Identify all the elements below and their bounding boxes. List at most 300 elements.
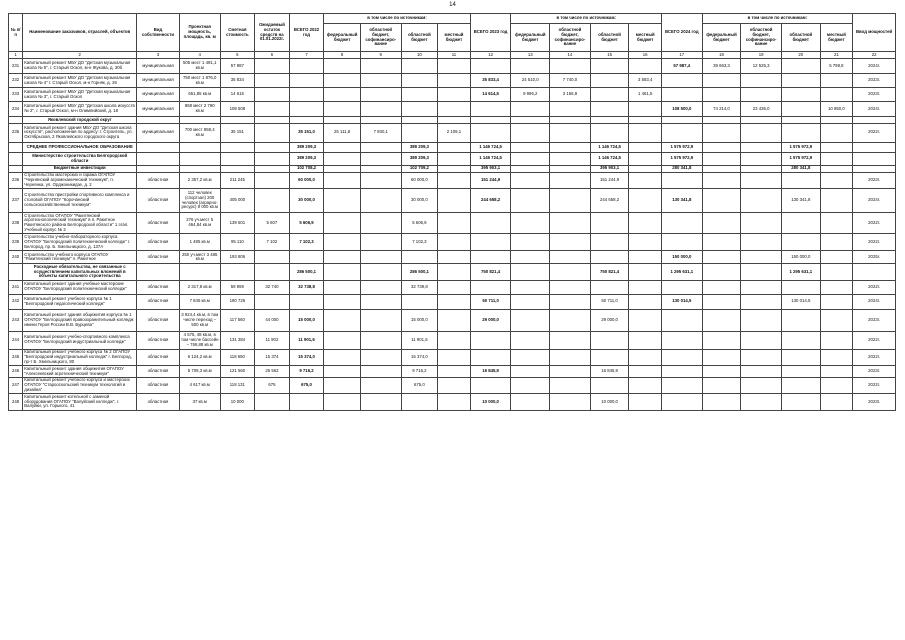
federal-2023: 24 510,0 [511, 74, 550, 88]
local-2024 [820, 172, 853, 188]
estimated-cost: 118 650 [220, 349, 255, 365]
commissioning-year: 2023г. [853, 309, 896, 331]
commissioning-year: 2022г. [853, 331, 896, 349]
total-2022 [289, 251, 324, 264]
cofinancing-2022 [360, 280, 401, 294]
capacity: 37 кв.м [179, 394, 220, 410]
cofinancing-2024 [741, 234, 782, 251]
cofinancing-2023 [550, 331, 591, 349]
commissioning-year: 2022г. [853, 349, 896, 365]
total-2023 [470, 102, 511, 117]
total-2024 [661, 309, 702, 331]
local-2023 [629, 309, 662, 331]
local-2022 [438, 251, 471, 264]
total-2023: 1 146 724,5 [470, 152, 511, 165]
local-2024 [820, 251, 853, 264]
regional-2022 [401, 88, 438, 102]
header-cof-2023: областной бюджет, софинансиро-вание [550, 24, 591, 52]
federal-2023 [511, 294, 550, 309]
local-2023 [629, 234, 662, 251]
cofinancing-2022 [360, 366, 401, 378]
federal-2023 [511, 213, 550, 234]
local-2024 [820, 117, 853, 124]
federal-2024 [702, 213, 741, 234]
federal-2024 [702, 123, 741, 142]
ownership [137, 142, 180, 152]
estimated-cost [220, 165, 255, 172]
header-ownership: Вид собственности [137, 14, 180, 52]
federal-2022: 25 111,8 [324, 123, 361, 142]
capacity [179, 142, 220, 152]
federal-2022 [324, 280, 361, 294]
column-number: 18 [702, 52, 741, 59]
estimated-cost: 211 245 [220, 172, 255, 188]
total-2022: 7 102,3 [289, 234, 324, 251]
federal-2024 [702, 264, 741, 280]
header-total-2024: ВСЕГО 2024 год [661, 14, 702, 52]
cofinancing-2024 [741, 394, 782, 410]
federal-2024 [702, 309, 741, 331]
regional-2022: 675,0 [401, 377, 438, 393]
commissioning-year: 2024г. [853, 189, 896, 213]
regional-2024 [781, 366, 820, 378]
row-number: 243 [9, 309, 23, 331]
row-number: 245 [9, 349, 23, 365]
cofinancing-2023 [550, 234, 591, 251]
ownership: муниципальная [137, 102, 180, 117]
estimated-cost: 59 959 [220, 280, 255, 294]
cofinancing-2022 [360, 309, 401, 331]
local-2023 [629, 59, 662, 74]
expected-remainder: 7 102 [255, 234, 290, 251]
regional-2023 [590, 331, 629, 349]
row-number: 233 [9, 88, 23, 102]
federal-2024 [702, 152, 741, 165]
federal-2023 [511, 377, 550, 393]
estimated-cost: 121 560 [220, 366, 255, 378]
object-name: Капитальный ремонт учебного корпуса № 1 "Белгородский педагогический колледж" [23, 294, 137, 309]
local-2023 [629, 394, 662, 410]
estimated-cost: 14 615 [220, 88, 255, 102]
regional-2022: 5 606,9 [401, 213, 438, 234]
header-loc-2022: местный бюджет [438, 24, 471, 52]
expected-remainder: 44 000 [255, 309, 290, 331]
cofinancing-2022 [360, 142, 401, 152]
column-number: 12 [470, 52, 511, 59]
expected-remainder [255, 74, 290, 88]
local-2024 [820, 74, 853, 88]
row-number: 238 [9, 213, 23, 234]
total-2024 [661, 377, 702, 393]
header-commissioning: Ввод мощностей [853, 14, 896, 52]
table-row [9, 331, 896, 349]
cofinancing-2022 [360, 117, 401, 124]
column-number: 14 [550, 52, 591, 59]
object-name: Капитальный ремонт учебного корпуса и мастерских ОГАПОУ "Старооскольский техникум технологий и дизайна" [23, 377, 137, 393]
total-2023 [470, 123, 511, 142]
total-2022: 5 606,9 [289, 213, 324, 234]
total-2023: 10 000,0 [470, 394, 511, 410]
object-name: Строительство учебного корпуса ОГАПОУ "Ракитянский техникум" п. Ракитное [23, 251, 137, 264]
row-number: 234 [9, 102, 23, 117]
federal-2023 [511, 102, 550, 117]
capacity: 7 845 кв.м [179, 294, 220, 309]
federal-2024 [702, 331, 741, 349]
capacity: 6 124,2 кв.м [179, 349, 220, 365]
ownership [137, 165, 180, 172]
regional-2022 [401, 394, 438, 410]
local-2022 [438, 189, 471, 213]
local-2022 [438, 117, 471, 124]
federal-2023 [511, 331, 550, 349]
total-2022 [289, 294, 324, 309]
expected-remainder [255, 394, 290, 410]
capacity: 4 575, 48 кв.м, в том числе бассейн – 766,88 кв.м [179, 331, 220, 349]
column-number: 1 [9, 52, 23, 59]
cofinancing-2022 [360, 88, 401, 102]
federal-2024 [702, 280, 741, 294]
object-name: Капитальный ремонт учебно-спортивного комплекса ОГАПОУ "Белгородский индустриальный колледж" [23, 331, 137, 349]
ownership: областная [137, 213, 180, 234]
federal-2022 [324, 234, 361, 251]
total-2022: 286 500,1 [289, 264, 324, 280]
cofinancing-2024 [741, 152, 782, 165]
regional-2022: 389 209,3 [401, 152, 438, 165]
federal-2023 [511, 165, 550, 172]
local-2023: 3 583,4 [629, 74, 662, 88]
row-number: 240 [9, 251, 23, 264]
row-number [9, 264, 23, 280]
ownership: областная [137, 309, 180, 331]
regional-2024 [781, 234, 820, 251]
total-2022: 675,0 [289, 377, 324, 393]
row-number: 237 [9, 189, 23, 213]
regional-2022: 30 000,0 [401, 189, 438, 213]
cofinancing-2024 [741, 213, 782, 234]
local-2024 [820, 165, 853, 172]
cofinancing-2022 [360, 189, 401, 213]
cofinancing-2024 [741, 294, 782, 309]
ownership [137, 152, 180, 165]
ownership: областная [137, 394, 180, 410]
row-number: 242 [9, 294, 23, 309]
capacity: 2 357,2 кв.м [179, 172, 220, 188]
total-2024 [661, 349, 702, 365]
commissioning-year [853, 264, 896, 280]
regional-2023: 151 244,9 [590, 172, 629, 188]
federal-2022 [324, 331, 361, 349]
column-number: 7 [289, 52, 324, 59]
header-sources-2024: в том числе по источникам: [702, 14, 853, 24]
cofinancing-2024 [741, 309, 782, 331]
object-name: Капитальный ремонт МБУ ДО "Детская музыкальная школа № 4" г. Старый Оскол, м-н Горняк, д. 26 [23, 74, 137, 88]
local-2024: 10 850,0 [820, 102, 853, 117]
local-2023 [629, 331, 662, 349]
federal-2023 [511, 59, 550, 74]
header-fed-2022: федеральный бюджет [324, 24, 361, 52]
regional-2023 [590, 251, 629, 264]
local-2023 [629, 213, 662, 234]
regional-2024 [781, 377, 820, 393]
cofinancing-2023 [550, 117, 591, 124]
cofinancing-2024: 23 436,0 [741, 102, 782, 117]
header-obl-2022: областной бюджет [401, 24, 438, 52]
total-2022: 11 901,6 [289, 331, 324, 349]
capacity: 250 уч.мест 3 485 кв.м [179, 251, 220, 264]
cofinancing-2023 [550, 152, 591, 165]
regional-2023 [590, 280, 629, 294]
total-2022: 9 716,2 [289, 366, 324, 378]
capacity: 700 мест 858,4 кв.м [179, 123, 220, 142]
regional-2022: 7 102,3 [401, 234, 438, 251]
regional-2023 [590, 74, 629, 88]
federal-2024: 39 663,3 [702, 59, 741, 74]
subtotal-row [9, 152, 896, 165]
row-number: 246 [9, 366, 23, 378]
federal-2023 [511, 123, 550, 142]
commissioning-year [853, 142, 896, 152]
local-2023 [629, 280, 662, 294]
row-number: 247 [9, 377, 23, 393]
total-2024 [661, 234, 702, 251]
total-2023: 244 658,2 [470, 189, 511, 213]
capacity: 2 317,8 кв.м [179, 280, 220, 294]
total-2022: 15 000,0 [289, 309, 324, 331]
regional-2022 [401, 74, 438, 88]
federal-2023 [511, 394, 550, 410]
regional-2023: 16 845,9 [590, 366, 629, 378]
column-number: 16 [629, 52, 662, 59]
federal-2023 [511, 234, 550, 251]
header-loc-2024: местный бюджет [820, 24, 853, 52]
row-number: 236 [9, 172, 23, 188]
local-2022 [438, 172, 471, 188]
regional-2024: 130 014,5 [781, 294, 820, 309]
expected-remainder [255, 189, 290, 213]
row-number [9, 142, 23, 152]
total-2024: 108 500,0 [661, 102, 702, 117]
estimated-cost: 405 000 [220, 189, 255, 213]
federal-2023 [511, 142, 550, 152]
capacity: 276 уч.мест 5 464,84 кв.м [179, 213, 220, 234]
header-sources-2023: в том числе по источникам: [511, 14, 662, 24]
estimated-cost [220, 264, 255, 280]
federal-2024 [702, 366, 741, 378]
expected-remainder: 675 [255, 377, 290, 393]
table-row [9, 234, 896, 251]
total-2024 [661, 172, 702, 188]
federal-2023 [511, 189, 550, 213]
local-2022 [438, 331, 471, 349]
total-2024: 1 575 972,9 [661, 152, 702, 165]
ownership: областная [137, 234, 180, 251]
cofinancing-2022 [360, 251, 401, 264]
header-cof-2024: областной бюджет, софинансиро-вание [741, 24, 782, 52]
header-obl-2023: областной бюджет [590, 24, 629, 52]
cofinancing-2024 [741, 142, 782, 152]
cofinancing-2023 [550, 264, 591, 280]
total-2022: 35 151,0 [289, 123, 324, 142]
row-number [9, 165, 23, 172]
federal-2024: 74 214,0 [702, 102, 741, 117]
federal-2022 [324, 251, 361, 264]
row-number: 248 [9, 394, 23, 410]
local-2022 [438, 366, 471, 378]
federal-2024 [702, 74, 741, 88]
local-2024 [820, 142, 853, 152]
table-row [9, 88, 896, 102]
estimated-cost: 108 508 [220, 102, 255, 117]
table-row [9, 349, 896, 365]
federal-2022 [324, 264, 361, 280]
total-2023: 151 244,9 [470, 172, 511, 188]
regional-2024 [781, 123, 820, 142]
expected-remainder [255, 165, 290, 172]
federal-2022 [324, 59, 361, 74]
federal-2023 [511, 117, 550, 124]
cofinancing-2024 [741, 377, 782, 393]
estimated-cost: 131 384 [220, 331, 255, 349]
federal-2022 [324, 172, 361, 188]
cofinancing-2023 [550, 189, 591, 213]
cofinancing-2023 [550, 394, 591, 410]
local-2024 [820, 366, 853, 378]
section-row [9, 117, 896, 124]
commissioning-year [853, 165, 896, 172]
total-2024: 1 295 631,1 [661, 264, 702, 280]
commissioning-year: 2024г. [853, 294, 896, 309]
header-total-2022: ВСЕГО 2022 год [289, 14, 324, 52]
total-2022: 30 000,0 [289, 189, 324, 213]
column-number: 9 [360, 52, 401, 59]
total-2022: 15 374,0 [289, 349, 324, 365]
object-name: СРЕДНЕЕ ПРОФЕССИОНАЛЬНОЕ ОБРАЗОВАНИЕ [23, 142, 137, 152]
column-number: 13 [511, 52, 550, 59]
cofinancing-2022 [360, 394, 401, 410]
capacity [179, 152, 220, 165]
local-2024 [820, 377, 853, 393]
cofinancing-2024 [741, 74, 782, 88]
estimated-cost [220, 142, 255, 152]
regional-2022 [401, 294, 438, 309]
local-2023 [629, 294, 662, 309]
table-row [9, 123, 896, 142]
total-2024: 130 341,8 [661, 189, 702, 213]
local-2022 [438, 59, 471, 74]
cofinancing-2024 [741, 280, 782, 294]
estimated-cost: 193 806 [220, 251, 255, 264]
regional-2022 [401, 251, 438, 264]
regional-2023: 395 903,1 [590, 165, 629, 172]
expected-remainder [255, 117, 290, 124]
table-row [9, 213, 896, 234]
column-number: 2 [23, 52, 137, 59]
regional-2022 [401, 59, 438, 74]
federal-2022 [324, 88, 361, 102]
federal-2024 [702, 165, 741, 172]
local-2023 [629, 165, 662, 172]
local-2022 [438, 309, 471, 331]
expected-remainder [255, 88, 290, 102]
federal-2024 [702, 377, 741, 393]
local-2023 [629, 366, 662, 378]
regional-2023: 244 658,2 [590, 189, 629, 213]
total-2022 [289, 117, 324, 124]
federal-2023 [511, 366, 550, 378]
header-cost: Сметная стоимость [220, 14, 255, 52]
header-loc-2023: местный бюджет [629, 24, 662, 52]
ownership: областная [137, 172, 180, 188]
page-number: 14 [449, 2, 456, 8]
estimated-cost: 35 834 [220, 74, 255, 88]
table-row [9, 102, 896, 117]
regional-2024 [781, 59, 820, 74]
expected-remainder [255, 294, 290, 309]
capacity [179, 264, 220, 280]
regional-2022: 15 000,0 [401, 309, 438, 331]
federal-2022 [324, 394, 361, 410]
ownership [137, 264, 180, 280]
regional-2024 [781, 172, 820, 188]
cofinancing-2023 [550, 280, 591, 294]
regional-2023: 29 000,0 [590, 309, 629, 331]
object-name: Капитальный ремонт здания общежития ОГАПОУ "Алексеевский агротехнический техникум" [23, 366, 137, 378]
local-2022 [438, 88, 471, 102]
local-2022 [438, 152, 471, 165]
cofinancing-2022 [360, 152, 401, 165]
local-2024: 5 798,8 [820, 59, 853, 74]
table-row [9, 172, 896, 188]
local-2023 [629, 102, 662, 117]
regional-2023: 50 711,0 [590, 294, 629, 309]
regional-2023 [590, 102, 629, 117]
local-2023 [629, 251, 662, 264]
federal-2024 [702, 189, 741, 213]
total-2024: 280 341,8 [661, 165, 702, 172]
federal-2022 [324, 189, 361, 213]
local-2022: 2 109,1 [438, 123, 471, 142]
header-obl-2024: областной бюджет [781, 24, 820, 52]
cofinancing-2024: 12 525,3 [741, 59, 782, 74]
object-name: Капитальный ремонт МБУ ДО "Детская музыкальная школа № 3", г. Старый Оскол [23, 88, 137, 102]
ownership: областная [137, 349, 180, 365]
header-cof-2022: областной бюджет, софинансиро-вание [360, 24, 401, 52]
header-fed-2023: федеральный бюджет [511, 24, 550, 52]
regional-2024 [781, 117, 820, 124]
cofinancing-2023: 3 156,8 [550, 88, 591, 102]
commissioning-year: 2022г. [853, 280, 896, 294]
regional-2024 [781, 349, 820, 365]
cofinancing-2022 [360, 377, 401, 393]
cofinancing-2023 [550, 309, 591, 331]
object-name: Бюджетные инвестиции [23, 165, 137, 172]
regional-2024 [781, 394, 820, 410]
federal-2024 [702, 117, 741, 124]
total-2024 [661, 280, 702, 294]
table-row [9, 366, 896, 378]
cofinancing-2022 [360, 59, 401, 74]
federal-2022 [324, 366, 361, 378]
commissioning-year: 2023г. [853, 366, 896, 378]
regional-2022: 11 901,6 [401, 331, 438, 349]
regional-2023 [590, 213, 629, 234]
regional-2024 [781, 88, 820, 102]
local-2023 [629, 172, 662, 188]
ownership: областная [137, 189, 180, 213]
total-2024 [661, 117, 702, 124]
total-2024 [661, 394, 702, 410]
cofinancing-2024 [741, 264, 782, 280]
